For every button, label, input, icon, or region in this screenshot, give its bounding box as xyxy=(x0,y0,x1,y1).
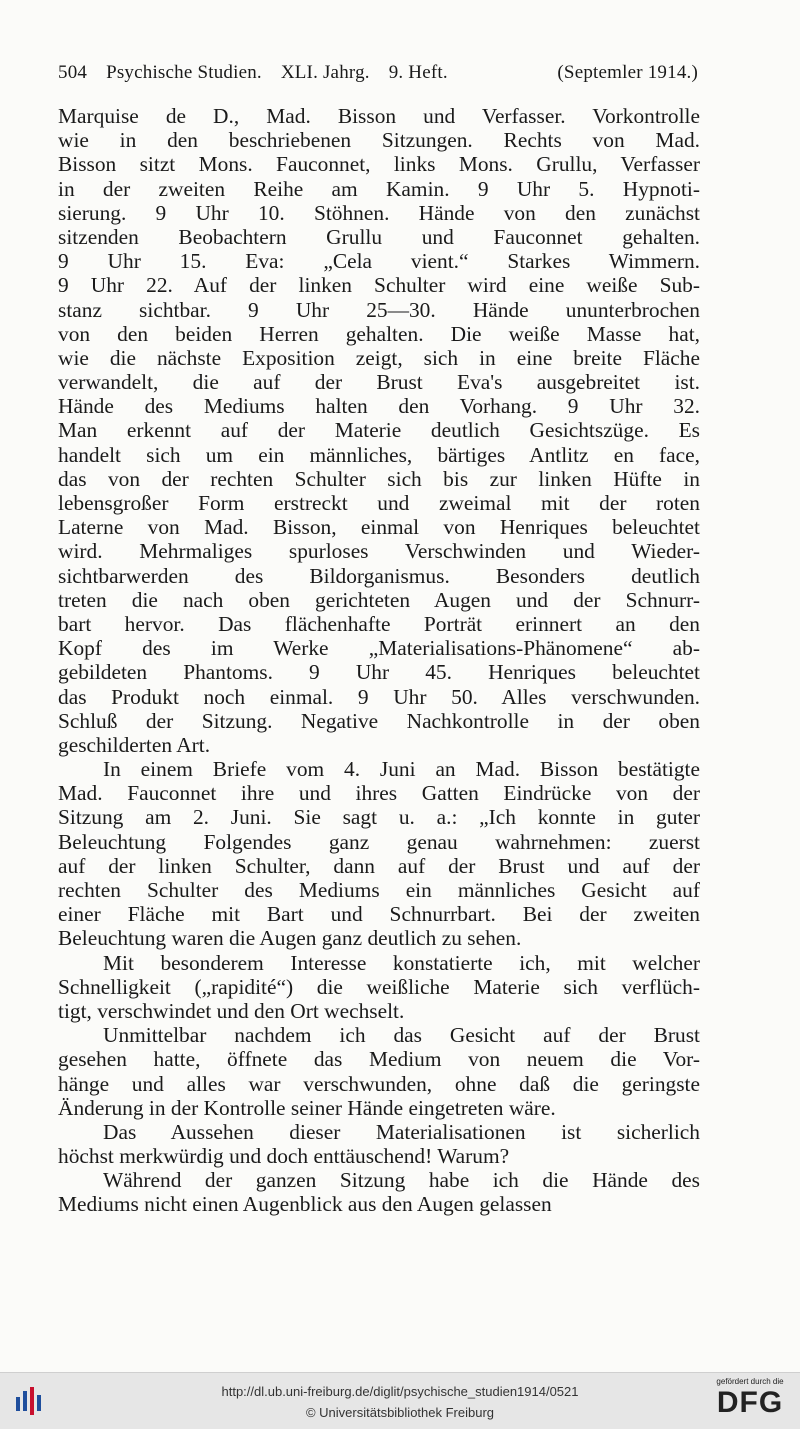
text-line: Sitzung am 2. Juni. Sie sagt u. a.: „Ich konnte in guter xyxy=(58,805,700,830)
text-line: gebildeten Phantoms. 9 Uhr 45. Henriques beleuchtet xyxy=(58,660,700,685)
text-line: geschilderten Art. xyxy=(58,732,211,757)
text-line: bart hervor. Das flächenhafte Porträt erinnert an den xyxy=(58,611,700,636)
text-line: 9 Uhr 22. Auf der linken Schulter wird eine weiße Sub- xyxy=(58,273,700,298)
text-line: Beleuchtung Folgendes ganz genau wahrnehmen: zuerst xyxy=(58,829,700,854)
text-line: stanz sichtbar. 9 Uhr 25—30. Hände ununterbrochen xyxy=(58,297,700,322)
text-line: handelt sich um ein männliches, bärtiges Antlitz en face, xyxy=(58,442,700,467)
body-text xyxy=(58,104,700,1217)
text-line: tigt, verschwindet und den Ort wechselt. xyxy=(58,998,405,1023)
text-line: Schluß der Sitzung. Negative Nachkontrolle in der oben xyxy=(58,708,700,733)
dfg-logo xyxy=(708,1377,792,1427)
viewer-footer xyxy=(0,1372,800,1429)
copyright-notice: © Universitätsbibliothek Freiburg xyxy=(305,1405,495,1420)
text-line: auf der linken Schulter, dann auf der Brust und auf der xyxy=(58,853,700,878)
text-line: sierung. 9 Uhr 10. Stöhnen. Hände von den zunächst xyxy=(58,200,700,225)
text-line: In einem Briefe vom 4. Juni an Mad. Bisson bestätigte xyxy=(103,757,700,782)
text-line: Man erkennt auf der Materie deutlich Gesichtszüge. Es xyxy=(58,418,700,443)
text-line: in der zweiten Reihe am Kamin. 9 Uhr 5. Hypnoti- xyxy=(58,176,700,201)
text-line: Änderung in der Kontrolle seiner Hände eingetreten wäre. xyxy=(58,1095,556,1120)
text-line: Das Aussehen dieser Materialisationen ist sicherlich xyxy=(103,1119,700,1144)
text-line: Schnelligkeit („rapidité“) die weißliche Materie sich verflüch- xyxy=(58,974,700,999)
page-number: 504 xyxy=(58,62,88,83)
text-line: Unmittelbar nachdem ich das Gesicht auf der Brust xyxy=(103,1023,700,1048)
text-line: Laterne von Mad. Bisson, einmal von Henriques beleuchtet xyxy=(58,515,700,540)
text-line: sichtbarwerden des Bildorganismus. Besonders deutlich xyxy=(58,563,700,588)
text-line: lebensgroßer Form erstreckt und zweimal mit der roten xyxy=(58,491,700,515)
text-line: Mediums nicht einen Augenblick aus den Augen gelassen xyxy=(58,1192,552,1217)
text-line: Mad. Fauconnet ihre und ihres Gatten Eindrücke von der xyxy=(58,781,700,806)
text-line: wie in den beschriebenen Sitzungen. Rechts von Mad. xyxy=(58,128,700,153)
running-header xyxy=(58,62,698,84)
text-line: höchst merkwürdig und doch enttäuschend! Warum? xyxy=(58,1144,510,1169)
text-line: rechten Schulter des Mediums ein männliches Gesicht auf xyxy=(58,878,700,902)
text-line: Kopf des im Werke „Materialisations-Phänomene“ ab- xyxy=(58,636,700,661)
text-line: Hände des Mediums halten den Vorhang. 9 Uhr 32. xyxy=(58,394,700,419)
text-line: Bisson sitzt Mons. Fauconnet, links Mons. Grullu, Verfasser xyxy=(58,152,700,177)
text-line: hänge und alles war verschwunden, ohne daß die geringste xyxy=(58,1071,700,1096)
document-url[interactable]: http://dl.ub.uni-freiburg.de/diglit/psychische_studien1914/0521 xyxy=(221,1384,579,1399)
text-line: wird. Mehrmaliges spurloses Verschwinden und Wieder- xyxy=(58,539,700,564)
volume: XLI. Jahrg. xyxy=(280,62,370,83)
dfg-wordmark: DFG xyxy=(716,1386,784,1419)
text-line: Während der ganzen Sitzung habe ich die Hände des xyxy=(103,1168,700,1193)
issue-date: (Septemler 1914.) xyxy=(557,62,698,83)
text-line: treten die nach oben gerichteten Augen und der Schnurr- xyxy=(58,587,700,612)
text-line: sitzenden Beobachtern Grullu und Fauconnet gehalten. xyxy=(58,224,700,249)
text-line: 9 Uhr 15. Eva: „Cela vient.“ Starkes Wimmern. xyxy=(58,249,700,274)
text-line: von den beiden Herren gehalten. Die weiße Masse hat, xyxy=(58,321,700,346)
text-line: gesehen hatte, öffnete das Medium von neuem die Vor- xyxy=(58,1047,700,1072)
issue: 9. Heft. xyxy=(388,62,448,83)
dfg-funding-note: gefördert durch die xyxy=(716,1377,784,1386)
text-line: verwandelt, die auf der Brust Eva's ausgebreitet ist. xyxy=(58,370,700,395)
text-line: einer Fläche mit Bart und Schnurrbart. Bei der zweiten xyxy=(58,902,700,927)
text-line: wie die nächste Exposition zeigt, sich in eine breite Fläche xyxy=(58,345,700,370)
journal-title: Psychische Studien. xyxy=(106,62,262,83)
text-line: Marquise de D., Mad. Bisson und Verfasser. Vorkontrolle xyxy=(58,104,700,128)
text-line: Beleuchtung waren die Augen ganz deutlich zu sehen. xyxy=(58,926,522,951)
text-line: Mit besonderem Interesse konstatierte ich, mit welcher xyxy=(103,950,700,975)
text-line: das Produkt noch einmal. 9 Uhr 50. Alles verschwunden. xyxy=(58,684,700,709)
text-line: das von der rechten Schulter sich bis zur linken Hüfte in xyxy=(58,466,700,491)
